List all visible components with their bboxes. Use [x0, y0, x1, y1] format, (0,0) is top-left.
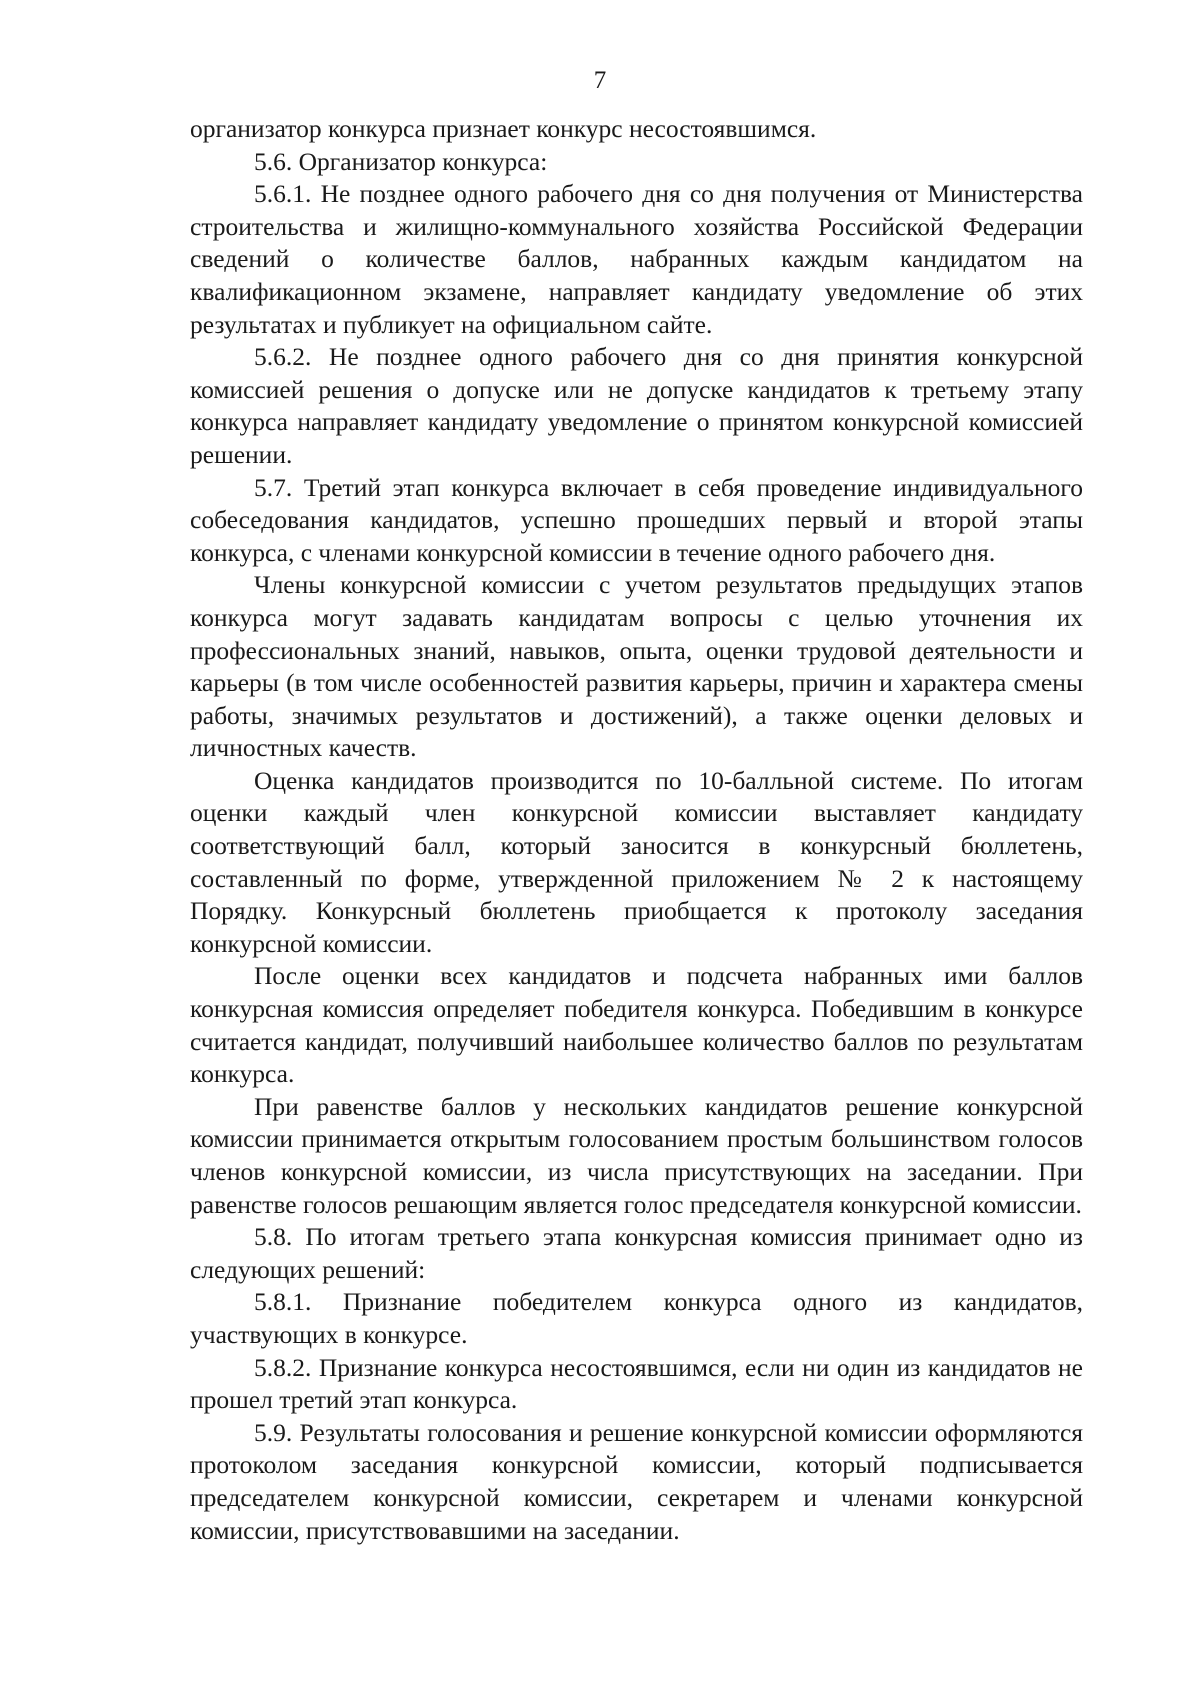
- paragraph: организатор конкурса признает конкурс несостоявшимся.: [190, 114, 817, 143]
- paragraph: 5.8. По итогам третьего этапа конкурсная комиссия принимает одно из следующих решений:: [190, 1222, 1083, 1284]
- paragraph: 5.7. Третий этап конкурса включает в себя проведение индивидуального собеседования кандидатов, успешно прошедших первый и второй этапы конкурса, с членами конкурсной комиссии в течение одного рабочего дня.: [190, 472, 1083, 567]
- paragraph: Члены конкурсной комиссии с учетом результатов предыдущих этапов конкурса могут задавать кандидатам вопросы с целью уточнения их профессиональных знаний, навыков, опыта, оценки трудовой деятельности и карьеры (в том числе особенностей развития карьеры, причин и характера смены работы, значимых результатов и достижений), а также оценки деловых и личностных качеств.: [190, 570, 1083, 763]
- paragraph: 5.6.1. Не позднее одного рабочего дня со дня получения от Министерства строительства и жилищно-коммунального хозяйства Российской Федерации сведений о количестве баллов, набранных каждым кандидатом на квалификационном экзамене, направляет кандидату уведомление об этих результатах и публикует на официальном сайте.: [190, 179, 1083, 339]
- paragraph: После оценки всех кандидатов и подсчета набранных ими баллов конкурсная комиссия определяет победителя конкурса. Победившим в конкурсе считается кандидат, получивший наибольшее количество баллов по результатам конкурса.: [190, 961, 1083, 1089]
- paragraph: При равенстве баллов у нескольких кандидатов решение конкурсной комиссии принимается открытым голосованием простым большинством голосов членов конкурсной комиссии, из числа присутствующих на заседании. При равенстве голосов решающим является голос председателя конкурсной комиссии.: [190, 1091, 1083, 1219]
- paragraph: 5.8.1. Признание победителем конкурса одного из кандидатов, участвующих в конкурсе.: [190, 1287, 1083, 1349]
- paragraph: 5.6. Организатор конкурса:: [254, 146, 548, 176]
- paragraph: 5.8.2. Признание конкурса несостоявшимся, если ни один из кандидатов не прошел третий этап конкурса.: [190, 1352, 1083, 1415]
- document-body: [190, 113, 1083, 1547]
- paragraph: Оценка кандидатов производится по 10-балльной системе. По итогам оценки каждый член конкурсной комиссии выставляет кандидату соответствующий балл, который заносится в конкурсный бюллетень, составленный по форме, утвержденной приложением № 2 к настоящему Порядку. Конкурсный бюллетень приобщается к протоколу заседания конкурсной комиссии.: [190, 765, 1083, 958]
- page-number: 7: [593, 67, 607, 94]
- paragraph: 5.6.2. Не позднее одного рабочего дня со дня принятия конкурсной комиссией решения о допуске или не допуске кандидатов к третьему этапу конкурса направляет кандидату уведомление о принятом конкурсной комиссией решении.: [190, 342, 1083, 469]
- paragraph: 5.9. Результаты голосования и решение конкурсной комиссии оформляются протоколом заседания конкурсной комиссии, который подписывается председателем конкурсной комиссии, секретарем и членами конкурсной комиссии, присутствовавшими на заседании.: [190, 1417, 1083, 1545]
